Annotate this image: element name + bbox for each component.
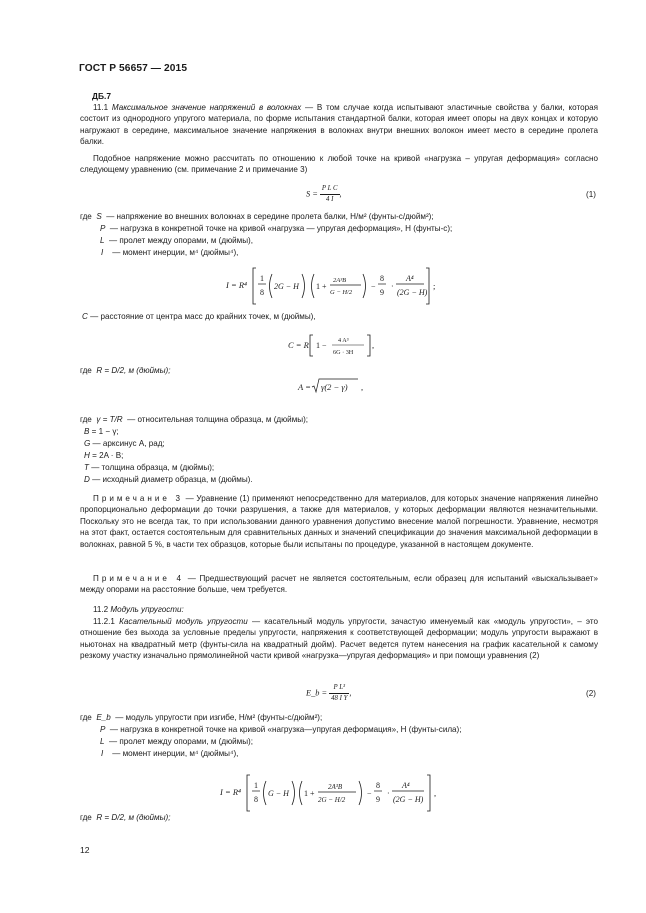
svg-text:9: 9 xyxy=(380,288,384,297)
svg-text:I = R⁴: I = R⁴ xyxy=(226,280,247,290)
section-label: ДБ.7 xyxy=(92,91,111,101)
svg-text:8: 8 xyxy=(380,274,384,283)
svg-text:·: · xyxy=(391,282,394,291)
svg-text:I = R⁴: I = R⁴ xyxy=(220,787,241,797)
svg-text:;: ; xyxy=(433,281,436,291)
svg-text:1: 1 xyxy=(260,274,264,283)
svg-text:,: , xyxy=(434,788,437,798)
svg-text:G − H/2: G − H/2 xyxy=(330,289,353,296)
note-3: Примечание 3 — Уравнение (1) применяют непосредственно для материалов, для которых значение напряжения линейно пропорционально деформации до точки разрушения, а также для материалов, у которых деформации являются незначительными. Поскольку это не всегда так, то при использовании данного уравнения допустимо внесение малой погрешности. Уравнение, несмотря на этот факт, остается состоятельным для сравнительных данных и значений спецификации до значения максимальной деформации в волокнах, равной 5 %, в части тех образцов, которые были испытаны по процедуре, указанной в настоящем документе. xyxy=(80,494,598,549)
svg-text:4 A³: 4 A³ xyxy=(338,337,349,344)
svg-text:γ(2 − γ): γ(2 − γ) xyxy=(321,382,348,392)
svg-text:A⁴: A⁴ xyxy=(402,781,410,790)
svg-text:2A³B: 2A³B xyxy=(328,783,343,791)
equation-c xyxy=(288,331,408,361)
paragraph-11-2-1: 11.2.1 Касательный модуль упругости — касательный модуль упругости, зачастую именуемый как «модуль упругости», – это отношение без выхода за условные пределы упругости, напряжения к соответствующей деформации; модуль упругости выражают в ньютонах на квадратный метр (фунты-сила на квадратный дюйм). Расчет ведется путем нанесения на график касательной к самому резкому участку изначально прямолинейной части кривой «нагрузка—упругая деформация» и при помощи уравнения (2) xyxy=(80,617,598,661)
svg-text:9: 9 xyxy=(376,795,380,804)
svg-text:1: 1 xyxy=(254,781,258,790)
svg-text:A⁴: A⁴ xyxy=(406,274,414,283)
svg-text:1 −: 1 − xyxy=(316,341,327,350)
svg-text:(2G − H): (2G − H) xyxy=(397,288,428,297)
svg-text:2G − H: 2G − H xyxy=(274,282,299,291)
svg-text:2G − H/2: 2G − H/2 xyxy=(318,796,346,804)
svg-text:(2G − H): (2G − H) xyxy=(393,795,424,804)
svg-text:G − H: G − H xyxy=(268,789,289,798)
svg-text:1 +: 1 + xyxy=(304,789,315,798)
equation-moment-of-inertia-2 xyxy=(220,769,450,819)
equation-2: E_b = $\frac{\text{P L³}}{\text{48 I Y}}$ , xyxy=(306,684,352,702)
paragraph-11-1: 11.1 Максимальное значение напряжений в волокнах — В том случае когда испытывают эластичные свойства у балки, которая состоит из однородного упругого материала, по форме испытания стандартной балки, которая имеет опоры на двух концах и которую нагружают в середине, максимальное значение напряжения в волокнах внутри внешних волокон имеет место в середине пролета балки. xyxy=(80,103,599,147)
svg-text:C = R: C = R xyxy=(288,340,309,350)
svg-text:2A³B: 2A³B xyxy=(333,277,347,284)
svg-text:,: , xyxy=(361,382,364,392)
page-number: 12 xyxy=(80,845,90,855)
svg-text:A =: A = xyxy=(298,382,311,392)
svg-text:6G · 3H: 6G · 3H xyxy=(333,349,354,356)
svg-text:8: 8 xyxy=(260,288,264,297)
equation-moment-of-inertia-1 xyxy=(226,262,446,312)
svg-text:−: − xyxy=(371,282,376,291)
section-11-2: 11.2 Модуль упругости: xyxy=(93,605,184,614)
svg-text:1 +: 1 + xyxy=(316,282,327,291)
document-header: ГОСТ Р 56657 — 2015 xyxy=(79,63,188,74)
equation-a xyxy=(298,377,378,397)
equation-number-1: (1) xyxy=(586,190,596,199)
equation-number-2: (2) xyxy=(586,689,596,698)
paragraph-stress: Подобное напряжение можно рассчитать по отношению к любой точке на кривой «нагрузка – упругая деформация» согласно следующему уравнению (см. примечание 2 и примечание 3) xyxy=(80,154,598,175)
svg-text:−: − xyxy=(367,789,372,798)
svg-text:,: , xyxy=(372,340,375,350)
paragraph-title: Максимальное значение напряжений в волокнах xyxy=(111,103,302,112)
note-4: Примечание 4 — Предшествующий расчет не является состоятельным, если образец для испытаний «выскальзывает» между опорами на расстояние больше, чем требуется. xyxy=(80,574,598,595)
equation-1: S = $\frac{\text{P L C}}{4 I}$ , xyxy=(306,185,342,203)
svg-text:8: 8 xyxy=(254,795,258,804)
svg-text:·: · xyxy=(387,789,390,798)
svg-text:8: 8 xyxy=(376,781,380,790)
